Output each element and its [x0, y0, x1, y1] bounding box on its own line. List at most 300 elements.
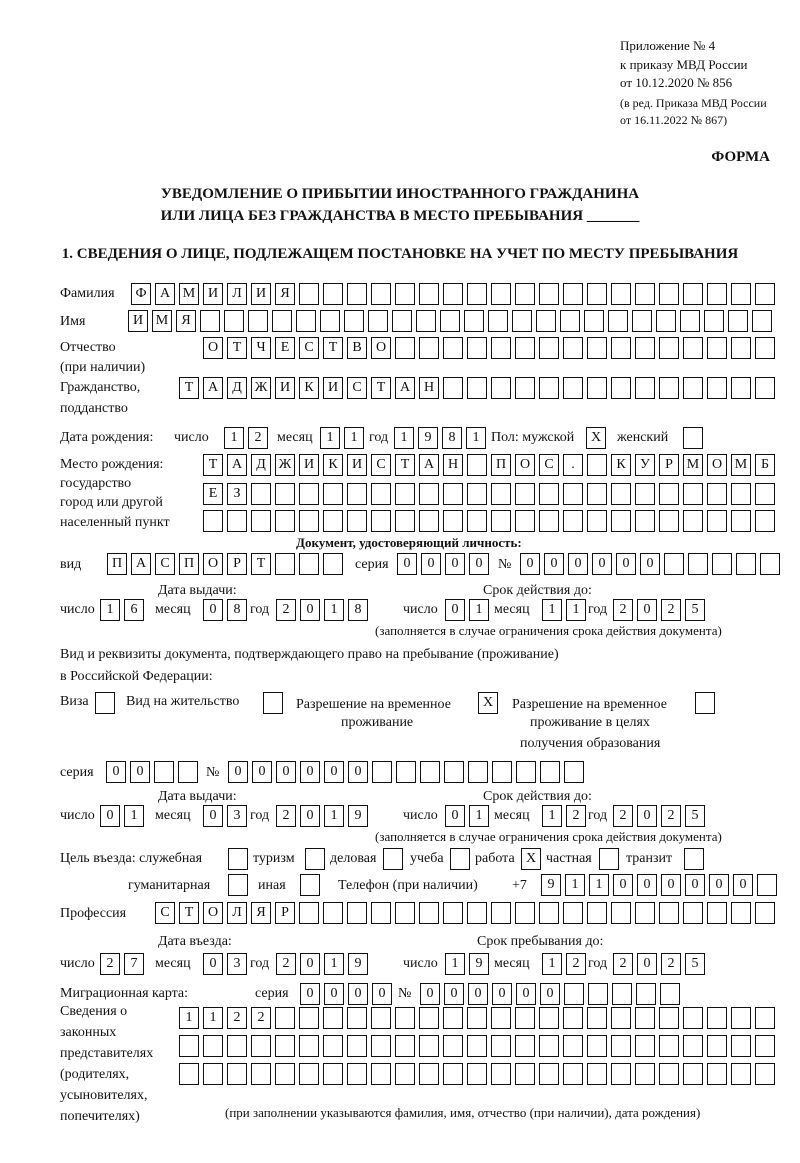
- purpose-study-checkbox[interactable]: [450, 848, 470, 870]
- representative-cell[interactable]: [491, 1007, 511, 1029]
- representative-cell[interactable]: [299, 1063, 319, 1085]
- valid-year-cell[interactable]: 5: [685, 599, 705, 621]
- representative-cell[interactable]: [323, 1063, 343, 1085]
- birthplace-cell[interactable]: [515, 510, 535, 532]
- valid-day-cell[interactable]: 0: [445, 599, 465, 621]
- profession-cell[interactable]: [611, 902, 631, 924]
- birthplace-cell[interactable]: А: [227, 454, 247, 476]
- surname-cell[interactable]: [731, 283, 751, 305]
- doc-series-cell[interactable]: 0: [445, 553, 465, 575]
- valid-year-cell[interactable]: 2: [613, 805, 633, 827]
- birthplace-cell[interactable]: [299, 483, 319, 505]
- profession-cell[interactable]: [683, 902, 703, 924]
- profession-cell[interactable]: О: [203, 902, 223, 924]
- res-number-cell[interactable]: 0: [252, 761, 272, 783]
- res-number-cell[interactable]: [492, 761, 512, 783]
- doc-number-cell[interactable]: 0: [592, 553, 612, 575]
- citizenship-cell[interactable]: К: [299, 377, 319, 399]
- purpose-work-checkbox[interactable]: X: [521, 848, 541, 870]
- birthplace-cell[interactable]: [611, 510, 631, 532]
- purpose-humanitarian-checkbox[interactable]: [228, 874, 248, 896]
- profession-cell[interactable]: [659, 902, 679, 924]
- birthplace-cell[interactable]: [419, 510, 439, 532]
- birthplace-cell[interactable]: И: [299, 454, 319, 476]
- surname-cell[interactable]: [587, 283, 607, 305]
- stay-day-cell[interactable]: 1: [445, 953, 465, 975]
- representative-cell[interactable]: [611, 1035, 631, 1057]
- representative-cell[interactable]: [683, 1007, 703, 1029]
- representative-cell[interactable]: [539, 1063, 559, 1085]
- representative-cell[interactable]: [683, 1035, 703, 1057]
- representative-cell[interactable]: [731, 1063, 751, 1085]
- citizenship-cell[interactable]: А: [203, 377, 223, 399]
- birth-day-cell[interactable]: 2: [248, 427, 268, 449]
- doc-kind-cell[interactable]: [323, 553, 343, 575]
- citizenship-cell[interactable]: [443, 377, 463, 399]
- birth-month-cell[interactable]: 1: [320, 427, 340, 449]
- doc-number-cell[interactable]: 0: [544, 553, 564, 575]
- birthplace-cell[interactable]: О: [707, 454, 727, 476]
- doc-number-cell[interactable]: [688, 553, 708, 575]
- res-series-cell[interactable]: [154, 761, 174, 783]
- representative-cell[interactable]: [419, 1063, 439, 1085]
- patronymic-cell[interactable]: Е: [275, 337, 295, 359]
- sex-female-checkbox[interactable]: [683, 427, 703, 449]
- birth-year-cell[interactable]: 1: [466, 427, 486, 449]
- birthplace-cell[interactable]: [683, 483, 703, 505]
- birthplace-cell[interactable]: [395, 483, 415, 505]
- mc-number-cell[interactable]: 0: [540, 983, 560, 1005]
- birthplace-cell[interactable]: [731, 510, 751, 532]
- birthplace-cell[interactable]: Т: [203, 454, 223, 476]
- name-cell[interactable]: И: [128, 310, 148, 332]
- patronymic-cell[interactable]: [659, 337, 679, 359]
- birthplace-cell[interactable]: Б: [755, 454, 775, 476]
- profession-cell[interactable]: [707, 902, 727, 924]
- name-cell[interactable]: [272, 310, 292, 332]
- entry-year-cell[interactable]: 2: [276, 953, 296, 975]
- patronymic-cell[interactable]: [491, 337, 511, 359]
- representative-cell[interactable]: [395, 1063, 415, 1085]
- surname-cell[interactable]: [347, 283, 367, 305]
- sex-male-checkbox[interactable]: X: [586, 427, 606, 449]
- stay-year-cell[interactable]: 2: [661, 953, 681, 975]
- birthplace-cell[interactable]: [491, 510, 511, 532]
- surname-cell[interactable]: [515, 283, 535, 305]
- res-series-cell[interactable]: 0: [106, 761, 126, 783]
- birthplace-cell[interactable]: С: [371, 454, 391, 476]
- doc-number-cell[interactable]: [736, 553, 756, 575]
- valid-year-cell[interactable]: 2: [613, 599, 633, 621]
- representative-cell[interactable]: [347, 1007, 367, 1029]
- birthplace-cell[interactable]: И: [347, 454, 367, 476]
- surname-cell[interactable]: М: [179, 283, 199, 305]
- issue-year-cell[interactable]: 0: [300, 599, 320, 621]
- representative-cell[interactable]: [635, 1063, 655, 1085]
- phone-cell[interactable]: 0: [637, 874, 657, 896]
- citizenship-cell[interactable]: [683, 377, 703, 399]
- doc-kind-cell[interactable]: П: [179, 553, 199, 575]
- profession-cell[interactable]: [371, 902, 391, 924]
- representative-cell[interactable]: [323, 1007, 343, 1029]
- patronymic-cell[interactable]: [563, 337, 583, 359]
- citizenship-cell[interactable]: Д: [227, 377, 247, 399]
- citizenship-cell[interactable]: [731, 377, 751, 399]
- representative-cell[interactable]: [443, 1063, 463, 1085]
- patronymic-cell[interactable]: [515, 337, 535, 359]
- birthplace-cell[interactable]: [587, 454, 607, 476]
- representative-cell[interactable]: [635, 1035, 655, 1057]
- representative-cell[interactable]: [227, 1063, 247, 1085]
- representative-cell[interactable]: [347, 1063, 367, 1085]
- mc-number-cell[interactable]: [564, 983, 584, 1005]
- birthplace-cell[interactable]: Р: [659, 454, 679, 476]
- mc-number-cell[interactable]: 0: [420, 983, 440, 1005]
- birthplace-cell[interactable]: [755, 510, 775, 532]
- representative-cell[interactable]: [563, 1063, 583, 1085]
- name-cell[interactable]: [368, 310, 388, 332]
- profession-cell[interactable]: [491, 902, 511, 924]
- valid-year-cell[interactable]: 2: [661, 599, 681, 621]
- patronymic-cell[interactable]: [611, 337, 631, 359]
- representative-cell[interactable]: [611, 1063, 631, 1085]
- birthplace-cell[interactable]: [203, 510, 223, 532]
- name-cell[interactable]: М: [152, 310, 172, 332]
- profession-cell[interactable]: [563, 902, 583, 924]
- issue-day-cell[interactable]: 6: [124, 599, 144, 621]
- representative-cell[interactable]: [611, 1007, 631, 1029]
- valid-day-cell[interactable]: 0: [445, 805, 465, 827]
- profession-cell[interactable]: [443, 902, 463, 924]
- stay-year-cell[interactable]: 5: [685, 953, 705, 975]
- birthplace-cell[interactable]: [347, 510, 367, 532]
- birth-month-cell[interactable]: 1: [344, 427, 364, 449]
- birthplace-cell[interactable]: К: [323, 454, 343, 476]
- birthplace-cell[interactable]: [467, 483, 487, 505]
- representative-cell[interactable]: [203, 1063, 223, 1085]
- representative-cell[interactable]: [275, 1035, 295, 1057]
- representative-cell[interactable]: [371, 1063, 391, 1085]
- entry-year-cell[interactable]: 9: [348, 953, 368, 975]
- doc-kind-cell[interactable]: П: [107, 553, 127, 575]
- stay-year-cell[interactable]: 2: [613, 953, 633, 975]
- citizenship-cell[interactable]: Т: [179, 377, 199, 399]
- issue-year-cell[interactable]: 2: [276, 599, 296, 621]
- birthplace-cell[interactable]: [491, 483, 511, 505]
- name-cell[interactable]: [632, 310, 652, 332]
- doc-number-cell[interactable]: [712, 553, 732, 575]
- purpose-private-checkbox[interactable]: [599, 848, 619, 870]
- issue-day-cell[interactable]: 1: [100, 599, 120, 621]
- citizenship-cell[interactable]: [467, 377, 487, 399]
- name-cell[interactable]: Я: [176, 310, 196, 332]
- res-series-cell[interactable]: 0: [130, 761, 150, 783]
- citizenship-cell[interactable]: [611, 377, 631, 399]
- birthplace-cell[interactable]: [539, 483, 559, 505]
- birthplace-cell[interactable]: [395, 510, 415, 532]
- birthplace-cell[interactable]: [443, 483, 463, 505]
- mc-number-cell[interactable]: [588, 983, 608, 1005]
- citizenship-cell[interactable]: [659, 377, 679, 399]
- representative-cell[interactable]: [755, 1007, 775, 1029]
- issue-year-cell[interactable]: 8: [348, 599, 368, 621]
- representative-cell[interactable]: [419, 1035, 439, 1057]
- representative-cell[interactable]: [755, 1063, 775, 1085]
- representative-cell[interactable]: [395, 1007, 415, 1029]
- birthplace-cell[interactable]: [611, 483, 631, 505]
- birthplace-cell[interactable]: [371, 483, 391, 505]
- birthplace-cell[interactable]: [251, 483, 271, 505]
- profession-cell[interactable]: Л: [227, 902, 247, 924]
- issue-year-cell[interactable]: 9: [348, 805, 368, 827]
- profession-cell[interactable]: Я: [251, 902, 271, 924]
- phone-cell[interactable]: 0: [685, 874, 705, 896]
- surname-cell[interactable]: А: [155, 283, 175, 305]
- name-cell[interactable]: [536, 310, 556, 332]
- patronymic-cell[interactable]: [683, 337, 703, 359]
- surname-cell[interactable]: [611, 283, 631, 305]
- birthplace-cell[interactable]: О: [515, 454, 535, 476]
- birth-year-cell[interactable]: 1: [394, 427, 414, 449]
- patronymic-cell[interactable]: В: [347, 337, 367, 359]
- representative-cell[interactable]: [395, 1035, 415, 1057]
- name-cell[interactable]: [680, 310, 700, 332]
- citizenship-cell[interactable]: [755, 377, 775, 399]
- phone-cell[interactable]: 9: [541, 874, 561, 896]
- name-cell[interactable]: [416, 310, 436, 332]
- surname-cell[interactable]: [299, 283, 319, 305]
- surname-cell[interactable]: [395, 283, 415, 305]
- name-cell[interactable]: [224, 310, 244, 332]
- representative-cell[interactable]: [419, 1007, 439, 1029]
- profession-cell[interactable]: [515, 902, 535, 924]
- profession-cell[interactable]: Р: [275, 902, 295, 924]
- doc-kind-cell[interactable]: А: [131, 553, 151, 575]
- issue-day-cell[interactable]: 0: [100, 805, 120, 827]
- stay-day-cell[interactable]: 9: [469, 953, 489, 975]
- mc-number-cell[interactable]: [636, 983, 656, 1005]
- name-cell[interactable]: [200, 310, 220, 332]
- representative-cell[interactable]: [515, 1063, 535, 1085]
- citizenship-cell[interactable]: А: [395, 377, 415, 399]
- representative-cell[interactable]: [371, 1007, 391, 1029]
- res-number-cell[interactable]: [396, 761, 416, 783]
- issue-month-cell[interactable]: 3: [227, 805, 247, 827]
- representative-cell[interactable]: [659, 1007, 679, 1029]
- valid-year-cell[interactable]: 0: [637, 805, 657, 827]
- name-cell[interactable]: [344, 310, 364, 332]
- birthplace-cell[interactable]: [683, 510, 703, 532]
- phone-cell[interactable]: 0: [709, 874, 729, 896]
- birthplace-cell[interactable]: [731, 483, 751, 505]
- birthplace-cell[interactable]: [467, 510, 487, 532]
- birthplace-cell[interactable]: [227, 510, 247, 532]
- patronymic-cell[interactable]: [539, 337, 559, 359]
- doc-number-cell[interactable]: 0: [568, 553, 588, 575]
- birthplace-cell[interactable]: [371, 510, 391, 532]
- representative-cell[interactable]: [731, 1007, 751, 1029]
- name-cell[interactable]: [296, 310, 316, 332]
- representative-cell[interactable]: [539, 1035, 559, 1057]
- stay-month-cell[interactable]: 1: [542, 953, 562, 975]
- name-cell[interactable]: [656, 310, 676, 332]
- surname-cell[interactable]: Я: [275, 283, 295, 305]
- representative-cell[interactable]: [467, 1035, 487, 1057]
- representative-cell[interactable]: [515, 1035, 535, 1057]
- name-cell[interactable]: [728, 310, 748, 332]
- profession-cell[interactable]: [323, 902, 343, 924]
- patronymic-cell[interactable]: [755, 337, 775, 359]
- citizenship-cell[interactable]: Н: [419, 377, 439, 399]
- patronymic-cell[interactable]: О: [371, 337, 391, 359]
- birth-year-cell[interactable]: 8: [442, 427, 462, 449]
- birthplace-cell[interactable]: [587, 510, 607, 532]
- representative-cell[interactable]: 2: [251, 1007, 271, 1029]
- residence-permit-checkbox[interactable]: [263, 692, 283, 714]
- birthplace-cell[interactable]: [707, 510, 727, 532]
- issue-month-cell[interactable]: 0: [203, 599, 223, 621]
- birthplace-cell[interactable]: [515, 483, 535, 505]
- birthplace-cell[interactable]: Д: [251, 454, 271, 476]
- birthplace-cell[interactable]: [707, 483, 727, 505]
- birthplace-cell[interactable]: С: [539, 454, 559, 476]
- birthplace-cell[interactable]: [539, 510, 559, 532]
- representative-cell[interactable]: 1: [203, 1007, 223, 1029]
- birthplace-cell[interactable]: [467, 454, 487, 476]
- birthplace-cell[interactable]: М: [683, 454, 703, 476]
- representative-cell[interactable]: [707, 1007, 727, 1029]
- res-number-cell[interactable]: [468, 761, 488, 783]
- patronymic-cell[interactable]: Ч: [251, 337, 271, 359]
- representative-cell[interactable]: [299, 1007, 319, 1029]
- doc-series-cell[interactable]: 0: [421, 553, 441, 575]
- entry-month-cell[interactable]: 0: [203, 953, 223, 975]
- surname-cell[interactable]: [707, 283, 727, 305]
- patronymic-cell[interactable]: О: [203, 337, 223, 359]
- citizenship-cell[interactable]: [539, 377, 559, 399]
- doc-number-cell[interactable]: 0: [520, 553, 540, 575]
- representative-cell[interactable]: 2: [227, 1007, 247, 1029]
- res-number-cell[interactable]: [444, 761, 464, 783]
- name-cell[interactable]: [584, 310, 604, 332]
- profession-cell[interactable]: [347, 902, 367, 924]
- profession-cell[interactable]: [419, 902, 439, 924]
- issue-year-cell[interactable]: 0: [300, 805, 320, 827]
- birthplace-cell[interactable]: Е: [203, 483, 223, 505]
- temp-residence-checkbox[interactable]: X: [478, 692, 498, 714]
- representative-cell[interactable]: [179, 1035, 199, 1057]
- profession-cell[interactable]: [299, 902, 319, 924]
- doc-number-cell[interactable]: 0: [616, 553, 636, 575]
- profession-cell[interactable]: [587, 902, 607, 924]
- entry-day-cell[interactable]: 7: [124, 953, 144, 975]
- doc-number-cell[interactable]: [664, 553, 684, 575]
- issue-day-cell[interactable]: 1: [124, 805, 144, 827]
- name-cell[interactable]: [488, 310, 508, 332]
- name-cell[interactable]: [464, 310, 484, 332]
- birthplace-cell[interactable]: [275, 510, 295, 532]
- doc-kind-cell[interactable]: [299, 553, 319, 575]
- birthplace-cell[interactable]: [755, 483, 775, 505]
- surname-cell[interactable]: [659, 283, 679, 305]
- valid-year-cell[interactable]: 2: [661, 805, 681, 827]
- representative-cell[interactable]: [707, 1035, 727, 1057]
- name-cell[interactable]: [560, 310, 580, 332]
- representative-cell[interactable]: [443, 1035, 463, 1057]
- mc-number-cell[interactable]: 0: [516, 983, 536, 1005]
- surname-cell[interactable]: Ф: [131, 283, 151, 305]
- representative-cell[interactable]: [659, 1035, 679, 1057]
- representative-cell[interactable]: [587, 1063, 607, 1085]
- representative-cell[interactable]: [491, 1063, 511, 1085]
- profession-cell[interactable]: [635, 902, 655, 924]
- issue-month-cell[interactable]: 0: [203, 805, 223, 827]
- res-number-cell[interactable]: 0: [276, 761, 296, 783]
- patronymic-cell[interactable]: [443, 337, 463, 359]
- mc-series-cell[interactable]: 0: [372, 983, 392, 1005]
- purpose-business-checkbox[interactable]: [383, 848, 403, 870]
- doc-number-cell[interactable]: [760, 553, 780, 575]
- representative-cell[interactable]: [467, 1007, 487, 1029]
- res-series-cell[interactable]: [178, 761, 198, 783]
- patronymic-cell[interactable]: Т: [323, 337, 343, 359]
- representative-cell[interactable]: [371, 1035, 391, 1057]
- purpose-tourism-checkbox[interactable]: [305, 848, 325, 870]
- phone-cell[interactable]: 1: [589, 874, 609, 896]
- doc-series-cell[interactable]: 0: [469, 553, 489, 575]
- birth-year-cell[interactable]: 9: [418, 427, 438, 449]
- valid-day-cell[interactable]: 1: [469, 599, 489, 621]
- name-cell[interactable]: [512, 310, 532, 332]
- representative-cell[interactable]: [227, 1035, 247, 1057]
- citizenship-cell[interactable]: И: [275, 377, 295, 399]
- birthplace-cell[interactable]: [251, 510, 271, 532]
- doc-kind-cell[interactable]: О: [203, 553, 223, 575]
- surname-cell[interactable]: [563, 283, 583, 305]
- birthplace-cell[interactable]: [587, 483, 607, 505]
- surname-cell[interactable]: [443, 283, 463, 305]
- citizenship-cell[interactable]: [707, 377, 727, 399]
- valid-year-cell[interactable]: 0: [637, 599, 657, 621]
- birthplace-cell[interactable]: А: [419, 454, 439, 476]
- representative-cell[interactable]: [731, 1035, 751, 1057]
- profession-cell[interactable]: [467, 902, 487, 924]
- surname-cell[interactable]: [371, 283, 391, 305]
- birthplace-cell[interactable]: З: [227, 483, 247, 505]
- patronymic-cell[interactable]: С: [299, 337, 319, 359]
- surname-cell[interactable]: [419, 283, 439, 305]
- entry-day-cell[interactable]: 2: [100, 953, 120, 975]
- surname-cell[interactable]: [467, 283, 487, 305]
- res-number-cell[interactable]: 0: [228, 761, 248, 783]
- representative-cell[interactable]: [323, 1035, 343, 1057]
- birthplace-cell[interactable]: [323, 510, 343, 532]
- name-cell[interactable]: [608, 310, 628, 332]
- citizenship-cell[interactable]: С: [347, 377, 367, 399]
- surname-cell[interactable]: И: [251, 283, 271, 305]
- res-number-cell[interactable]: 0: [348, 761, 368, 783]
- representative-cell[interactable]: [707, 1063, 727, 1085]
- patronymic-cell[interactable]: [587, 337, 607, 359]
- phone-cell[interactable]: 0: [661, 874, 681, 896]
- surname-cell[interactable]: [755, 283, 775, 305]
- representative-cell[interactable]: [491, 1035, 511, 1057]
- representative-cell[interactable]: [755, 1035, 775, 1057]
- representative-cell[interactable]: [347, 1035, 367, 1057]
- stay-year-cell[interactable]: 0: [637, 953, 657, 975]
- surname-cell[interactable]: [323, 283, 343, 305]
- birthplace-cell[interactable]: [635, 483, 655, 505]
